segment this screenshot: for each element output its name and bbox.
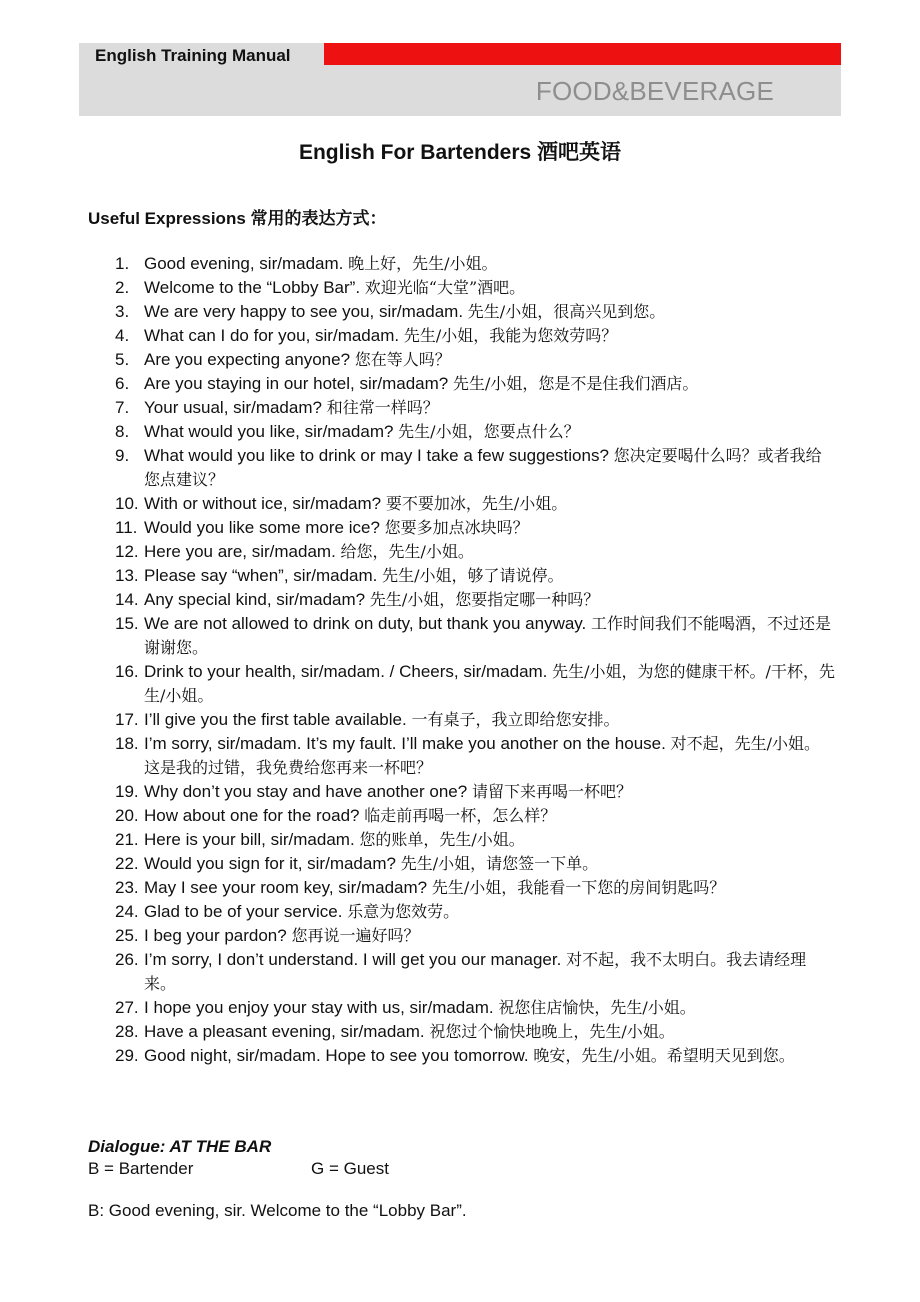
phrase-chinese: 祝您住店愉快，先生/小姐。 (498, 998, 696, 1017)
phrase-english: Would you like some more ice? (144, 518, 380, 537)
phrase-text (144, 804, 835, 828)
phrase-item (115, 780, 835, 804)
phrase-chinese: 要不要加冰，先生/小姐。 (385, 494, 568, 513)
phrase-text (144, 780, 835, 804)
phrase-english: We are very happy to see you, sir/madam. (144, 302, 464, 321)
phrase-number: 12. (115, 542, 139, 561)
phrase-text (144, 996, 835, 1020)
phrase-number: 5. (115, 350, 130, 369)
phrase-chinese: 先生/小姐，您是不是住我们酒店。 (453, 374, 699, 393)
phrase-number: 21. (115, 830, 139, 849)
phrase-chinese: 您决定要喝什么吗？或者我给您点建议？ (144, 446, 822, 489)
phrase-chinese: 对不起，先生/小姐。这是我的过错，我免费给您再来一杯吧？ (144, 734, 820, 777)
phrase-item (115, 876, 835, 900)
phrase-item (115, 396, 835, 420)
phrase-english: What would you like to drink or may I take a few suggestions? (144, 446, 609, 465)
phrase-text (144, 852, 835, 876)
phrase-chinese: 先生/小姐，请您签一下单。 (400, 854, 599, 873)
phrase-chinese: 和往常一样吗？ (326, 398, 439, 417)
phrase-chinese: 先生/小姐，为您的健康干杯。/干杯，先生/小姐。 (144, 662, 835, 705)
dialogue-line: B: Good evening, sir. Welcome to the “Lobby Bar”. (88, 1201, 467, 1220)
phrase-text (144, 900, 835, 924)
phrase-english: Are you expecting anyone? (144, 350, 351, 369)
phrase-item (115, 348, 835, 372)
phrase-english: With or without ice, sir/madam? (144, 494, 382, 513)
phrase-number: 9. (115, 446, 130, 465)
phrase-english: Would you sign for it, sir/madam? (144, 854, 396, 873)
phrase-number: 22. (115, 854, 139, 873)
phrase-number: 7. (115, 398, 130, 417)
phrase-english: Please say “when”, sir/madam. (144, 566, 378, 585)
phrase-text (144, 732, 835, 780)
phrase-item (115, 732, 835, 780)
phrase-number: 24. (115, 902, 139, 921)
phrase-text (144, 588, 835, 612)
phrase-number: 8. (115, 422, 130, 441)
phrase-english: Drink to your health, sir/madam. / Cheers, sir/madam. (144, 662, 548, 681)
phrase-english: Have a pleasant evening, sir/madam. (144, 1022, 425, 1041)
phrase-text (144, 420, 835, 444)
phrase-english: I hope you enjoy your stay with us, sir/madam. (144, 998, 494, 1017)
phrase-number: 16. (115, 662, 139, 681)
phrase-text (144, 372, 835, 396)
phrase-number: 17. (115, 710, 139, 729)
phrase-item (115, 252, 835, 276)
phrase-item (115, 924, 835, 948)
phrase-item (115, 1044, 835, 1068)
phrase-english: I’m sorry, I don’t understand. I will get you our manager. (144, 950, 562, 969)
phrase-number: 4. (115, 326, 130, 345)
phrase-number: 1. (115, 254, 130, 273)
phrase-english: Good evening, sir/madam. (144, 254, 344, 273)
phrase-text (144, 396, 835, 420)
phrase-text (144, 924, 835, 948)
phrase-list (115, 252, 835, 1068)
phrase-english: Are you staying in our hotel, sir/madam? (144, 374, 449, 393)
phrase-number: 10. (115, 494, 139, 513)
phrase-item (115, 708, 835, 732)
phrase-chinese: 先生/小姐，我能看一下您的房间钥匙吗？ (431, 878, 726, 897)
phrase-chinese: 一有桌子，我立即给您安排。 (411, 710, 620, 729)
phrase-item (115, 492, 835, 516)
phrase-english: I beg your pardon? (144, 926, 287, 945)
phrase-item (115, 444, 835, 492)
phrase-chinese: 给您，先生/小姐。 (340, 542, 474, 561)
phrase-chinese: 欢迎光临“大堂”酒吧。 (364, 278, 526, 297)
phrase-number: 28. (115, 1022, 139, 1041)
phrase-item (115, 324, 835, 348)
phrase-item (115, 900, 835, 924)
phrase-number: 29. (115, 1046, 139, 1065)
phrase-english: May I see your room key, sir/madam? (144, 878, 428, 897)
phrase-chinese: 先生/小姐，我能为您效劳吗？ (403, 326, 618, 345)
phrase-item (115, 372, 835, 396)
phrase-number: 25. (115, 926, 139, 945)
phrase-text (144, 564, 835, 588)
phrase-text (144, 516, 835, 540)
phrase-number: 11. (115, 518, 138, 537)
phrase-text (144, 276, 835, 300)
legend-guest: G = Guest (311, 1159, 389, 1178)
phrase-number: 6. (115, 374, 130, 393)
header-accent-strip (324, 43, 841, 65)
phrase-chinese: 您的账单，先生/小姐。 (359, 830, 525, 849)
phrase-text (144, 348, 835, 372)
phrase-item (115, 852, 835, 876)
phrase-english: What would you like, sir/madam? (144, 422, 394, 441)
phrase-english: Your usual, sir/madam? (144, 398, 322, 417)
phrase-item (115, 996, 835, 1020)
phrase-chinese: 您再说一遍好吗？ (291, 926, 420, 945)
section-label: FOOD&BEVERAGE (535, 76, 774, 106)
phrase-chinese: 祝您过个愉快地晚上，先生/小姐。 (429, 1022, 675, 1041)
phrase-item (115, 588, 835, 612)
phrase-chinese: 晚上好，先生/小姐。 (348, 254, 498, 273)
phrase-english: Glad to be of your service. (144, 902, 343, 921)
phrase-number: 26. (115, 950, 139, 969)
phrase-number: 13. (115, 566, 139, 585)
phrase-chinese: 先生/小姐，够了请说停。 (382, 566, 564, 585)
phrase-chinese: 先生/小姐，您要点什么？ (398, 422, 580, 441)
phrase-chinese: 先生/小姐，很高兴见到您。 (467, 302, 666, 321)
phrase-number: 15. (115, 614, 139, 633)
phrase-english: Good night, sir/madam. Hope to see you tomorrow. (144, 1046, 529, 1065)
phrase-item (115, 948, 835, 996)
phrase-item (115, 804, 835, 828)
phrase-text (144, 540, 835, 564)
phrase-chinese: 您在等人吗？ (354, 350, 451, 369)
phrase-item (115, 516, 835, 540)
phrase-item (115, 300, 835, 324)
phrase-item (115, 540, 835, 564)
phrase-chinese: 临走前再喝一杯，怎么样？ (364, 806, 557, 825)
phrase-english: I’m sorry, sir/madam. It’s my fault. I’ll make you another on the house. (144, 734, 666, 753)
phrase-text (144, 660, 835, 708)
phrase-text (144, 324, 835, 348)
dialogue-title: Dialogue: AT THE BAR (88, 1137, 272, 1156)
phrase-text (144, 1044, 835, 1068)
manual-title: English Training Manual (95, 46, 291, 65)
phrase-number: 3. (115, 302, 130, 321)
phrase-english: I’ll give you the first table available. (144, 710, 407, 729)
useful-expressions-heading: Useful Expressions 常用的表达方式： (88, 209, 387, 228)
phrase-english: Any special kind, sir/madam? (144, 590, 366, 609)
phrase-chinese: 对不起，我不太明白。我去请经理来。 (144, 950, 807, 993)
phrase-item (115, 828, 835, 852)
phrase-number: 19. (115, 782, 139, 801)
phrase-text (144, 876, 835, 900)
document-title: English For Bartenders 酒吧英语 (298, 141, 622, 164)
phrase-chinese: 请留下来再喝一杯吧？ (471, 782, 632, 801)
phrase-english: Welcome to the “Lobby Bar”. (144, 278, 361, 297)
phrase-text (144, 612, 835, 660)
phrase-text (144, 252, 835, 276)
phrase-english: Here is your bill, sir/madam. (144, 830, 355, 849)
phrase-item (115, 420, 835, 444)
phrase-chinese: 工作时间我们不能喝酒，不过还是谢谢您。 (144, 614, 832, 657)
phrase-item (115, 1020, 835, 1044)
phrase-text (144, 948, 835, 996)
phrase-text (144, 300, 835, 324)
phrase-text (144, 1020, 835, 1044)
phrase-item (115, 276, 835, 300)
legend-bartender: B = Bartender (88, 1159, 194, 1178)
phrase-text (144, 492, 835, 516)
phrase-number: 20. (115, 806, 139, 825)
phrase-chinese: 先生/小姐，您要指定哪一种吗？ (369, 590, 600, 609)
phrase-english: Here you are, sir/madam. (144, 542, 336, 561)
phrase-english: Why don’t you stay and have another one? (144, 782, 468, 801)
phrase-item (115, 660, 835, 708)
phrase-english: We are not allowed to drink on duty, but thank you anyway. (144, 614, 587, 633)
phrase-english: What can I do for you, sir/madam. (144, 326, 400, 345)
phrase-text (144, 444, 835, 492)
phrase-number: 23. (115, 878, 139, 897)
phrase-number: 27. (115, 998, 139, 1017)
phrase-chinese: 您要多加点冰块吗？ (384, 518, 529, 537)
phrase-item (115, 564, 835, 588)
phrase-number: 14. (115, 590, 139, 609)
phrase-english: How about one for the road? (144, 806, 360, 825)
phrase-text (144, 828, 835, 852)
phrase-chinese: 晚安，先生/小姐。希望明天见到您。 (533, 1046, 795, 1065)
phrase-number: 18. (115, 734, 139, 753)
phrase-chinese: 乐意为您效劳。 (347, 902, 460, 921)
phrase-item (115, 612, 835, 660)
phrase-text (144, 708, 835, 732)
phrase-number: 2. (115, 278, 130, 297)
